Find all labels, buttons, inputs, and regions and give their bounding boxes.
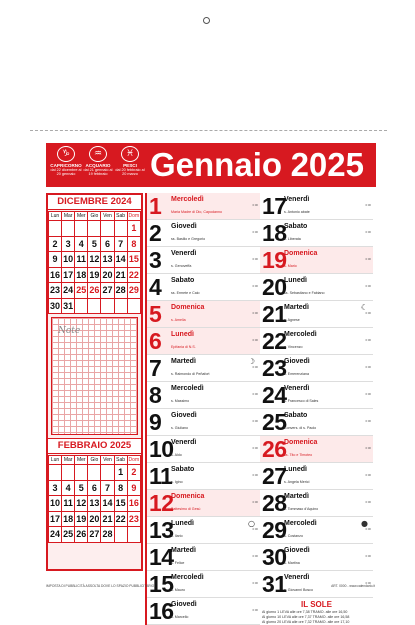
date-cell: [114, 527, 127, 543]
zodiac-pisces: [114, 146, 146, 177]
day-name: Mercoledì: [171, 574, 204, 581]
saint-name: s. Vincenzo: [284, 345, 303, 349]
footer-left: IMPOSTA DI PUBBLICITÀ ASSOLTA DOVE LO SPAZIO PUBBLICITARIO: [46, 584, 155, 588]
date-cell: 13: [88, 496, 101, 512]
date-cell: 11: [62, 496, 75, 512]
date-cell: 9: [49, 252, 62, 268]
sun-time: 0:00: [365, 554, 371, 558]
day-number: 10: [149, 436, 174, 462]
hanging-hole: [203, 17, 210, 24]
day-row: [260, 409, 373, 436]
sun-time: 0:00: [252, 284, 258, 288]
zodiac-name: PESCI: [123, 163, 137, 168]
date-cell: 1: [127, 221, 140, 237]
date-cell: 12: [75, 496, 88, 512]
date-cell: 15: [127, 252, 140, 268]
date-cell: [127, 527, 140, 543]
day-name: Sabato: [284, 223, 308, 230]
day-name: Lunedì: [171, 331, 194, 338]
day-name: Mercoledì: [284, 520, 317, 527]
weekday-header: Gio: [88, 456, 101, 465]
saint-name: s. Costanzo: [284, 534, 303, 538]
day-name: Venerdì: [171, 439, 197, 446]
sun-times-title: IL SOLE: [301, 600, 332, 609]
day-number: 22: [262, 328, 287, 354]
date-cell: [62, 221, 75, 237]
day-row: [147, 193, 260, 220]
date-cell: 19: [88, 267, 101, 283]
day-name: Lunedì: [284, 277, 307, 284]
saint-name: s. Mario: [284, 264, 297, 268]
date-cell: 2: [127, 465, 140, 481]
saint-name: Convers. di s. Paolo: [284, 426, 317, 430]
day-number: 6: [149, 328, 162, 354]
day-number: 29: [262, 517, 287, 543]
day-name: Giovedì: [171, 601, 197, 608]
day-name: Domenica: [284, 250, 318, 257]
date-cell: 21: [114, 267, 127, 283]
sun-time: 0:00: [252, 554, 258, 558]
sun-time: 0:00: [365, 338, 371, 342]
week-row: [49, 283, 141, 299]
day-row: [147, 598, 260, 625]
date-cell: 10: [62, 252, 75, 268]
date-cell: [127, 298, 140, 314]
saint-name: Maria Madre di Dio, Capodanno: [171, 210, 222, 214]
zodiac-capricorn: [50, 146, 82, 177]
date-cell: 16: [127, 496, 140, 512]
date-cell: 27: [101, 283, 114, 299]
day-name: Martedì: [171, 547, 196, 554]
moon-phase-icon: ☽: [247, 357, 255, 366]
saint-name: s. Marcello: [171, 615, 189, 619]
sun-time: 0:00: [252, 473, 258, 477]
day-row: [147, 247, 260, 274]
date-cell: [101, 298, 114, 314]
date-cell: [49, 465, 62, 481]
day-number: 16: [149, 598, 174, 624]
day-row: [147, 301, 260, 328]
sun-time: 0:00: [252, 230, 258, 234]
sun-time: 0:00: [365, 581, 371, 585]
date-cell: 9: [127, 480, 140, 496]
date-cell: 5: [88, 236, 101, 252]
day-number: 20: [262, 274, 287, 300]
day-row: [147, 220, 260, 247]
saint-name: Epifania di N.S.: [171, 345, 196, 349]
day-number: 2: [149, 220, 162, 246]
sun-time: 0:00: [365, 230, 371, 234]
saint-name: s. Martina: [284, 561, 300, 565]
sun-times-row: Al giorno 20 LEVA alle ore 7,32 TRAMO. alle ore 17,10: [262, 620, 350, 624]
aquarius-icon: ♒: [89, 146, 107, 162]
year-title: 2025: [290, 146, 364, 183]
saint-name: s. Massimo: [171, 399, 190, 403]
day-name: Sabato: [171, 466, 195, 473]
mini-calendar-prev-title: DICEMBRE 2024: [48, 195, 141, 210]
sun-time: 0:00: [252, 311, 258, 315]
day-row: [260, 463, 373, 490]
date-cell: 26: [88, 283, 101, 299]
date-cell: 12: [88, 252, 101, 268]
date-cell: 2: [49, 236, 62, 252]
day-row: [260, 220, 373, 247]
footer-right: ART. 0000 - www.calendario.it: [331, 584, 375, 588]
saint-name: ss. Ermete e Caio: [171, 291, 200, 295]
date-cell: [114, 221, 127, 237]
day-row: [260, 544, 373, 571]
sun-time: 0:00: [252, 392, 258, 396]
week-row: [49, 298, 141, 314]
day-name: Lunedì: [284, 466, 307, 473]
date-cell: 25: [62, 527, 75, 543]
moon-phase-icon: ○: [248, 519, 255, 528]
day-name: Giovedì: [171, 223, 197, 230]
day-number: 13: [149, 517, 174, 543]
day-name: Domenica: [171, 493, 205, 500]
date-cell: 20: [101, 267, 114, 283]
sun-time: 0:00: [252, 446, 258, 450]
week-row: [49, 527, 141, 543]
date-cell: [75, 221, 88, 237]
date-cell: [88, 221, 101, 237]
day-row: [147, 382, 260, 409]
date-cell: 4: [75, 236, 88, 252]
sun-time: 0:00: [365, 284, 371, 288]
days-column-2-list: [260, 193, 373, 598]
days-column-2: [260, 193, 373, 625]
day-name: Sabato: [171, 277, 195, 284]
date-cell: 8: [114, 480, 127, 496]
date-cell: 14: [114, 252, 127, 268]
day-row: [260, 274, 373, 301]
date-cell: 17: [62, 267, 75, 283]
weekday-header: Mar: [62, 212, 75, 221]
day-name: Sabato: [284, 412, 308, 419]
saint-name: s. Aldo: [171, 453, 182, 457]
day-row: [260, 247, 373, 274]
day-number: 4: [149, 274, 162, 300]
zodiac-name: CAPRICORNO: [50, 163, 82, 168]
day-number: 3: [149, 247, 162, 273]
sun-time: 0:00: [365, 527, 371, 531]
date-cell: 22: [114, 511, 127, 527]
week-row: [49, 252, 141, 268]
mini-calendar-next: [48, 455, 141, 543]
saint-name: s. Genoveffa: [171, 264, 192, 268]
day-row: [260, 436, 373, 463]
sun-times-row: Al giorno 1 LEVA alle ore 7,38 TRAMO. alle ore 16,50: [262, 610, 348, 614]
day-row: [147, 355, 260, 382]
weekday-header: Gio: [88, 212, 101, 221]
day-number: 11: [149, 463, 173, 489]
day-name: Domenica: [171, 304, 205, 311]
sun-times-row: Al giorno 10 LEVA alle ore 7,37 TRAMO. alle ore 16,58: [262, 615, 350, 619]
date-cell: 27: [88, 527, 101, 543]
day-number: 23: [262, 355, 287, 381]
saint-name: s. Giuliano: [171, 426, 188, 430]
day-row: [147, 328, 260, 355]
day-name: Martedì: [171, 358, 196, 365]
saint-name: s. Liberata: [284, 237, 301, 241]
date-cell: [75, 298, 88, 314]
day-number: 28: [262, 490, 287, 516]
sun-time: 0:00: [252, 338, 258, 342]
day-number: 27: [262, 463, 287, 489]
saint-name: s. Ilario: [171, 534, 183, 538]
zodiac-dates: dal 22 dicembre al 20 gennaio: [50, 168, 82, 177]
date-cell: [62, 465, 75, 481]
date-cell: 16: [49, 267, 62, 283]
pisces-icon: ♓: [121, 146, 139, 162]
date-cell: 26: [75, 527, 88, 543]
sun-time: 0:00: [365, 500, 371, 504]
date-cell: [101, 465, 114, 481]
date-cell: 11: [75, 252, 88, 268]
days-column-1: [147, 193, 260, 625]
date-cell: 23: [127, 511, 140, 527]
week-row: [49, 221, 141, 237]
day-number: 31: [262, 571, 287, 597]
sun-time: 0:00: [365, 365, 371, 369]
saint-name: s. Antonio abate: [284, 210, 310, 214]
perforation-line: [30, 130, 387, 131]
day-name: Giovedì: [284, 358, 310, 365]
day-number: 18: [262, 220, 287, 246]
date-cell: 3: [49, 480, 62, 496]
day-row: [147, 517, 260, 544]
sun-time: 0:00: [365, 419, 371, 423]
saint-name: ss. Basilio e Gregorio: [171, 237, 206, 241]
date-cell: 5: [75, 480, 88, 496]
week-row: [49, 496, 141, 512]
sun-time: 0:00: [252, 419, 258, 423]
sun-time: 0:00: [252, 581, 258, 585]
date-cell: 24: [62, 283, 75, 299]
date-cell: 6: [88, 480, 101, 496]
moon-phase-icon: ☾: [360, 303, 368, 312]
saint-name: ss. Sebastiano e Fabiano: [284, 291, 325, 295]
day-name: Mercoledì: [284, 331, 317, 338]
day-number: 21: [262, 301, 287, 327]
zodiac-name: ACQUARIO: [85, 163, 111, 168]
sun-time: 0:00: [252, 527, 258, 531]
weekday-header: Mer: [75, 456, 88, 465]
saint-name: ss. Tito e Timoteo: [284, 453, 313, 457]
day-name: Venerdì: [284, 385, 310, 392]
sun-time: 0:00: [252, 257, 258, 261]
date-cell: 25: [75, 283, 88, 299]
date-cell: 22: [127, 267, 140, 283]
day-name: Venerdì: [284, 574, 310, 581]
zodiac-dates: dal 21 gennaio al 19 febbraio: [83, 168, 113, 177]
date-cell: 31: [62, 298, 75, 314]
saint-name: s. Tommaso d'Aquino: [284, 507, 319, 511]
date-cell: [101, 221, 114, 237]
date-cell: 7: [114, 236, 127, 252]
day-number: 17: [262, 193, 287, 219]
day-row: [260, 328, 373, 355]
sun-time: 0:00: [365, 473, 371, 477]
date-cell: 19: [75, 511, 88, 527]
sun-time: 0:00: [252, 203, 258, 207]
date-cell: 8: [127, 236, 140, 252]
date-cell: 20: [88, 511, 101, 527]
date-cell: 14: [101, 496, 114, 512]
date-cell: 18: [62, 511, 75, 527]
date-cell: 13: [101, 252, 114, 268]
day-row: [147, 463, 260, 490]
saint-name: Battesimo di Gesù: [171, 507, 201, 511]
sun-time: 0:00: [252, 608, 258, 612]
saint-name: s. Felice: [171, 561, 185, 565]
weekday-header: Ven: [101, 456, 114, 465]
weekday-header: Lun: [49, 212, 62, 221]
sun-time: 0:00: [252, 365, 258, 369]
date-cell: 30: [49, 298, 62, 314]
day-name: Venerdì: [171, 250, 197, 257]
day-row: [147, 274, 260, 301]
day-name: Mercoledì: [171, 196, 204, 203]
day-name: Mercoledì: [171, 385, 204, 392]
day-row: [260, 490, 373, 517]
date-cell: 15: [114, 496, 127, 512]
day-number: 15: [149, 571, 174, 597]
weekday-header: Dom: [128, 457, 140, 463]
date-cell: [88, 298, 101, 314]
day-number: 14: [149, 544, 174, 570]
day-name: Domenica: [284, 439, 318, 446]
day-name: Lunedì: [171, 520, 194, 527]
day-number: 19: [262, 247, 287, 273]
weekday-header-row: [49, 456, 141, 465]
notes-area: [51, 317, 138, 435]
day-row: [147, 409, 260, 436]
date-cell: 23: [49, 283, 62, 299]
day-row: [260, 355, 373, 382]
day-name: Venerdì: [284, 196, 310, 203]
weekday-header: Mar: [62, 456, 75, 465]
zodiac-dates: dal 20 febbraio al 20 marzo: [115, 168, 145, 177]
side-panel: [46, 193, 143, 571]
day-row: [147, 436, 260, 463]
weekday-header: Mer: [75, 212, 88, 221]
sun-time: 0:00: [365, 257, 371, 261]
capricorn-icon: ♑: [57, 146, 75, 162]
date-cell: [88, 465, 101, 481]
weekday-header: Ven: [101, 212, 114, 221]
sun-time: 0:00: [365, 446, 371, 450]
day-name: Giovedì: [284, 547, 310, 554]
moon-phase-icon: ●: [361, 519, 368, 528]
weekday-header: Dom: [128, 213, 140, 219]
date-cell: [114, 298, 127, 314]
saint-name: s. Angela Merici: [284, 480, 310, 484]
date-cell: 10: [49, 496, 62, 512]
day-number: 7: [149, 355, 162, 381]
day-number: 8: [149, 382, 162, 408]
date-cell: 21: [101, 511, 114, 527]
saint-name: s. Mauro: [171, 588, 185, 592]
day-number: 1: [149, 193, 162, 219]
day-name: Martedì: [284, 304, 309, 311]
sun-time: 0:00: [365, 203, 371, 207]
zodiac-aquarius: [82, 146, 114, 177]
day-row: [147, 490, 260, 517]
saint-name: s. Amelia: [171, 318, 186, 322]
sun-time: 0:00: [365, 311, 371, 315]
week-row: [49, 236, 141, 252]
day-number: 24: [262, 382, 287, 408]
week-row: [49, 465, 141, 481]
day-row: [260, 517, 373, 544]
day-number: 9: [149, 409, 162, 435]
day-row: [260, 301, 373, 328]
day-row: [147, 544, 260, 571]
saint-name: s. Francesco di Sales: [284, 399, 319, 403]
day-row: [147, 571, 260, 598]
calendar-header: [46, 143, 376, 187]
date-cell: 3: [62, 236, 75, 252]
saint-name: s. Agnese: [284, 318, 300, 322]
date-cell: 4: [62, 480, 75, 496]
sun-time: 0:00: [252, 500, 258, 504]
sun-time: 0:00: [365, 392, 371, 396]
day-number: 26: [262, 436, 287, 462]
notes-label: Note: [58, 326, 81, 336]
day-row: [260, 382, 373, 409]
day-row: [260, 193, 373, 220]
saint-name: s. Emerenziana: [284, 372, 309, 376]
date-cell: [75, 465, 88, 481]
mini-calendar-prev: [48, 211, 141, 314]
weekday-header: Sab: [114, 456, 127, 465]
day-number: 5: [149, 301, 162, 327]
date-cell: 28: [101, 527, 114, 543]
saint-name: s. Raimondo di Peñafort: [171, 372, 210, 376]
week-row: [49, 480, 141, 496]
month-title: Gennaio: [150, 146, 283, 183]
weekday-header: Lun: [49, 456, 62, 465]
day-number: 25: [262, 409, 287, 435]
day-number: 12: [149, 490, 174, 516]
date-cell: 28: [114, 283, 127, 299]
date-cell: 29: [127, 283, 140, 299]
date-cell: 7: [101, 480, 114, 496]
saint-name: s. Igino: [171, 480, 183, 484]
week-row: [49, 511, 141, 527]
date-cell: 17: [49, 511, 62, 527]
saint-name: s. Giovanni Bosco: [284, 588, 313, 592]
weekday-header-row: [49, 212, 141, 221]
date-cell: 1: [114, 465, 127, 481]
date-cell: 18: [75, 267, 88, 283]
day-number: 30: [262, 544, 287, 570]
date-cell: 24: [49, 527, 62, 543]
day-name: Martedì: [284, 493, 309, 500]
mini-calendar-next-title: FEBBRAIO 2025: [48, 438, 141, 454]
weekday-header: Sab: [114, 212, 127, 221]
week-row: [49, 267, 141, 283]
day-name: Giovedì: [171, 412, 197, 419]
date-cell: 6: [101, 236, 114, 252]
date-cell: [49, 221, 62, 237]
